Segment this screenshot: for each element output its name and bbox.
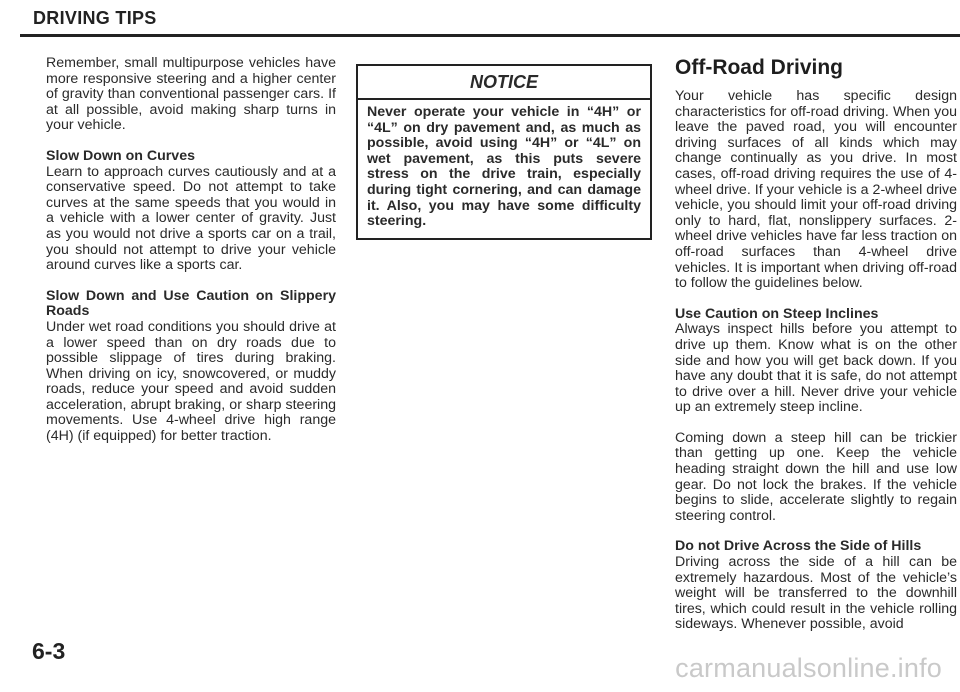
notice-body: Never operate your vehicle in “4H” or “4L” on dry pavement and, as much as possible, avoid using “4H” or “4L” on wet pavement, as this puts severe stress on the drive train, especially during tight cornering, and can damage it. Also, you may have some difficulty steering. (367, 104, 641, 230)
off-road-heading: Off-Road Driving (675, 56, 843, 79)
side-of-hills-heading: Do not Drive Across the Side of Hills (675, 538, 922, 555)
notice-title: NOTICE (358, 66, 650, 100)
header-rule (20, 34, 960, 37)
slippery-roads-heading: Slow Down and Use Caution on Slippery Roads (46, 287, 336, 320)
steep-inclines-heading: Use Caution on Steep Inclines (675, 305, 879, 322)
curves-heading: Slow Down on Curves (46, 147, 195, 164)
right-column (675, 56, 957, 648)
off-road-intro: Your vehicle has specific design characteristics for off-road driving. When you leave the paved road, you will encounter driving surfaces of all kinds which may change continually as you drive. In most cases, off-road driving requires the use of 4-wheel drive. If your vehicle is a 2-wheel drive vehicle, you should limit your off-road driving only to hard, flat, nonslippery surfaces. 2-wheel drive vehicles have far less traction on off-road surfaces than 4-wheel drive vehicles. It is important when driving off-road to follow the guidelines below. (675, 88, 957, 292)
watermark: carmanualsonline.info (675, 653, 942, 683)
intro-paragraph: Remember, small multipurpose vehicles have more responsive steering and a higher center of gravity than conventional passenger cars. If at all possible, avoid making sharp turns in your vehicle. (46, 55, 336, 134)
curves-paragraph: Learn to approach curves cautiously and at a conservative speed. Do not attempt to take curves at the same speeds that you would in a vehicle with a lower center of gravity. Just as you would not drive a sports car on a trail, you should not attempt to drive your vehicle around curves like a sports car. (46, 163, 336, 274)
left-column (46, 56, 336, 460)
steep-inclines-paragraph: Always inspect hills before you attempt to drive up them. Know what is on the other side and how you will get back down. If you have any doubt that it is safe, do not attempt to drive over a hill. Never drive your vehicle up an extremely steep incline. (675, 321, 957, 416)
section-header: DRIVING TIPS (33, 8, 157, 28)
downhill-paragraph: Coming down a steep hill can be trickier than getting up one. Keep the vehicle heading straight down the hill and use low gear. Do not lock the brakes. If the vehicle begins to slide, accelerate slightly to regain steering control. (675, 429, 957, 524)
slippery-roads-paragraph: Under wet road conditions you should drive at a lower speed than on dry roads due to possible slippage of tires during braking. When driving on icy, snowcovered, or muddy roads, reduce your speed and avoid sudden acceleration, abrupt braking, or sharp steering movements. Use 4-wheel drive high range (4H) (if equipped) for better traction. (46, 318, 336, 445)
notice-box (356, 64, 652, 240)
page-number: 6-3 (32, 638, 66, 664)
side-of-hills-paragraph: Driving across the side of a hill can be extremely hazardous. Most of the vehicle’s weight will be transferred to the downhill tires, which could result in the vehicle rolling sideways. Whenever possible, avoid (675, 554, 957, 633)
